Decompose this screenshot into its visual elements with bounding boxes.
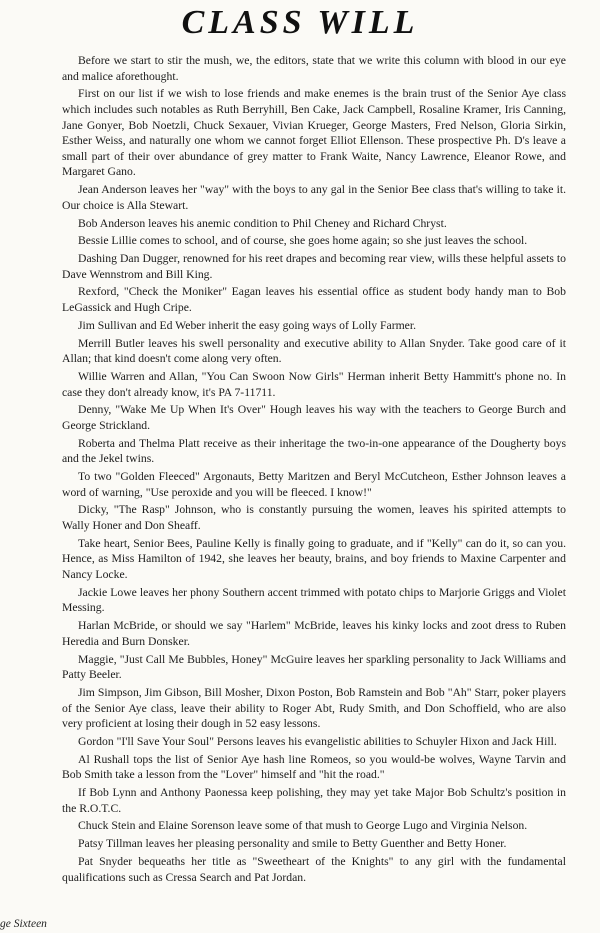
paragraph: Chuck Stein and Elaine Sorenson leave some of that mush to George Lugo and Virginia Nelson. [78, 819, 528, 833]
paragraph: Before we start to stir the mush, we, the editors, state that we write this column with blood in our eye and malice aforethought. [62, 54, 566, 83]
paragraph: Bessie Lillie comes to school, and of course, she goes home again; so she just leaves the school. [78, 234, 528, 248]
paragraph: Dashing Dan Dugger, renowned for his reet drapes and becoming rear view, wills these helpful assets to Dave Wennstrom and Bill King. [62, 252, 566, 281]
paragraph: Jim Sullivan and Ed Weber inherit the easy going ways of Lolly Farmer. [78, 318, 417, 332]
paragraph: Merrill Butler leaves his swell personality and executive ability to Allan Snyder. Take good care of it Allan; that kind doesn't come along very often. [62, 336, 566, 366]
paragraph: Al Rushall tops the list of Senior Aye hash line Romeos, so you would-be wolves, Wayne Tarvin and Bob Smith take a lesson from the "Lover" himself and "hit the road." [62, 752, 566, 782]
paragraph: Rexford, "Check the Moniker" Eagan leaves his essential office as student body handy man to Bob LeGassick and Hugh Cripe. [62, 285, 566, 315]
paragraph: First on our list if we wish to lose friends and make enemes is the brain trust of the Senior Aye class which includes such notables as Ruth Berryhill, Ben Cake, Jack Campbell, Rosaline Kramer, Iris Canning, Jane Gonyer, Bob Noetzli, Chuck Sexauer, Vivian Krueger, George Masters, Fred Nelson, Gloria Sirkin, Esther Weiss, and naturally one whom we cannot forget Elliot Ellenson. These prospective Ph. D's leave a small part of their over abundance of grey matter to Frank Waite, Nancy Lawrence, Eleanor Rowe, and Margaret Gano. [62, 87, 566, 179]
paragraph: Pat Snyder bequeaths her title as "Sweetheart of the Knights" to any girl with the fundamental qualifications such as Cressa Search and Pat Jordan. [62, 855, 566, 884]
paragraph: Take heart, Senior Bees, Pauline Kelly is finally going to graduate, and if "Kelly" can do it, so can you. Hence, as Miss Hamilton of 1942, she leaves her beauty, brains, and boy friends to Maxine Carpenter and Nancy Locke. [62, 536, 566, 582]
paragraph: Patsy Tillman leaves her pleasing personality and smile to Betty Guenther and Betty Honer. [78, 837, 507, 851]
paragraph: Bob Anderson leaves his anemic condition to Phil Cheney and Richard Chryst. [78, 216, 447, 230]
paragraph: To two "Golden Fleeced" Argonauts, Betty Maritzen and Beryl McCutcheon, Esther Johnson leaves a word of warning, "Use peroxide and you will be fleeced. I know!" [62, 470, 566, 499]
paragraph: Willie Warren and Allan, "You Can Swoon Now Girls" Herman inherit Betty Hammitt's phone no. In case they don't already know, it's PA 7-11711. [62, 369, 566, 399]
page-title: CLASS WILL [181, 4, 419, 41]
paragraph: If Bob Lynn and Anthony Paonessa keep polishing, they may yet take Major Bob Schultz's position in the R.O.T.C. [62, 786, 566, 815]
page-number [0, 918, 60, 930]
paragraph: Jim Simpson, Jim Gibson, Bill Mosher, Dixon Poston, Bob Ramstein and Bob "Ah" Starr, poker players of the Senior Aye class, leave their ability to Roger Abt, Rudy Smith, and Don Schoffield, who are also very proficient at losing their dough in 52 easy lessons. [62, 685, 566, 731]
paragraph: Denny, "Wake Me Up When It's Over" Hough leaves his way with the teachers to George Burch and George Strickland. [62, 403, 566, 432]
paragraph: Harlan McBride, or should we say "Harlem" McBride, leaves his kinky locks and zoot dress to Ruben Heredia and Burn Donsker. [62, 619, 566, 648]
paragraph: Jean Anderson leaves her "way" with the boys to any gal in the Senior Bee class that's willing to take it. Our choice is Alla Stewart. [62, 183, 566, 212]
paragraph: Roberta and Thelma Platt receive as their inheritage the two-in-one appearance of the Dougherty boys and the Jekel twins. [62, 436, 566, 466]
paragraph: Dicky, "The Rasp" Johnson, who is constantly pursuing the women, leaves his spirited attempts to Wally Honer and Don Sheaff. [62, 503, 566, 533]
page-number-text: ge Sixteen [0, 918, 47, 930]
paragraph: Jackie Lowe leaves her phony Southern accent trimmed with potato chips to Marjorie Griggs and Violet Messing. [62, 585, 566, 615]
class-will-article [62, 53, 566, 887]
paragraph: Gordon "I'll Save Your Soul" Persons leaves his evangelistic abilities to Schuyler Hixon and Jack Hill. [78, 734, 557, 748]
paragraph: Maggie, "Just Call Me Bubbles, Honey" McGuire leaves her sparkling personality to Jack Williams and Patty Beeler. [62, 652, 566, 682]
